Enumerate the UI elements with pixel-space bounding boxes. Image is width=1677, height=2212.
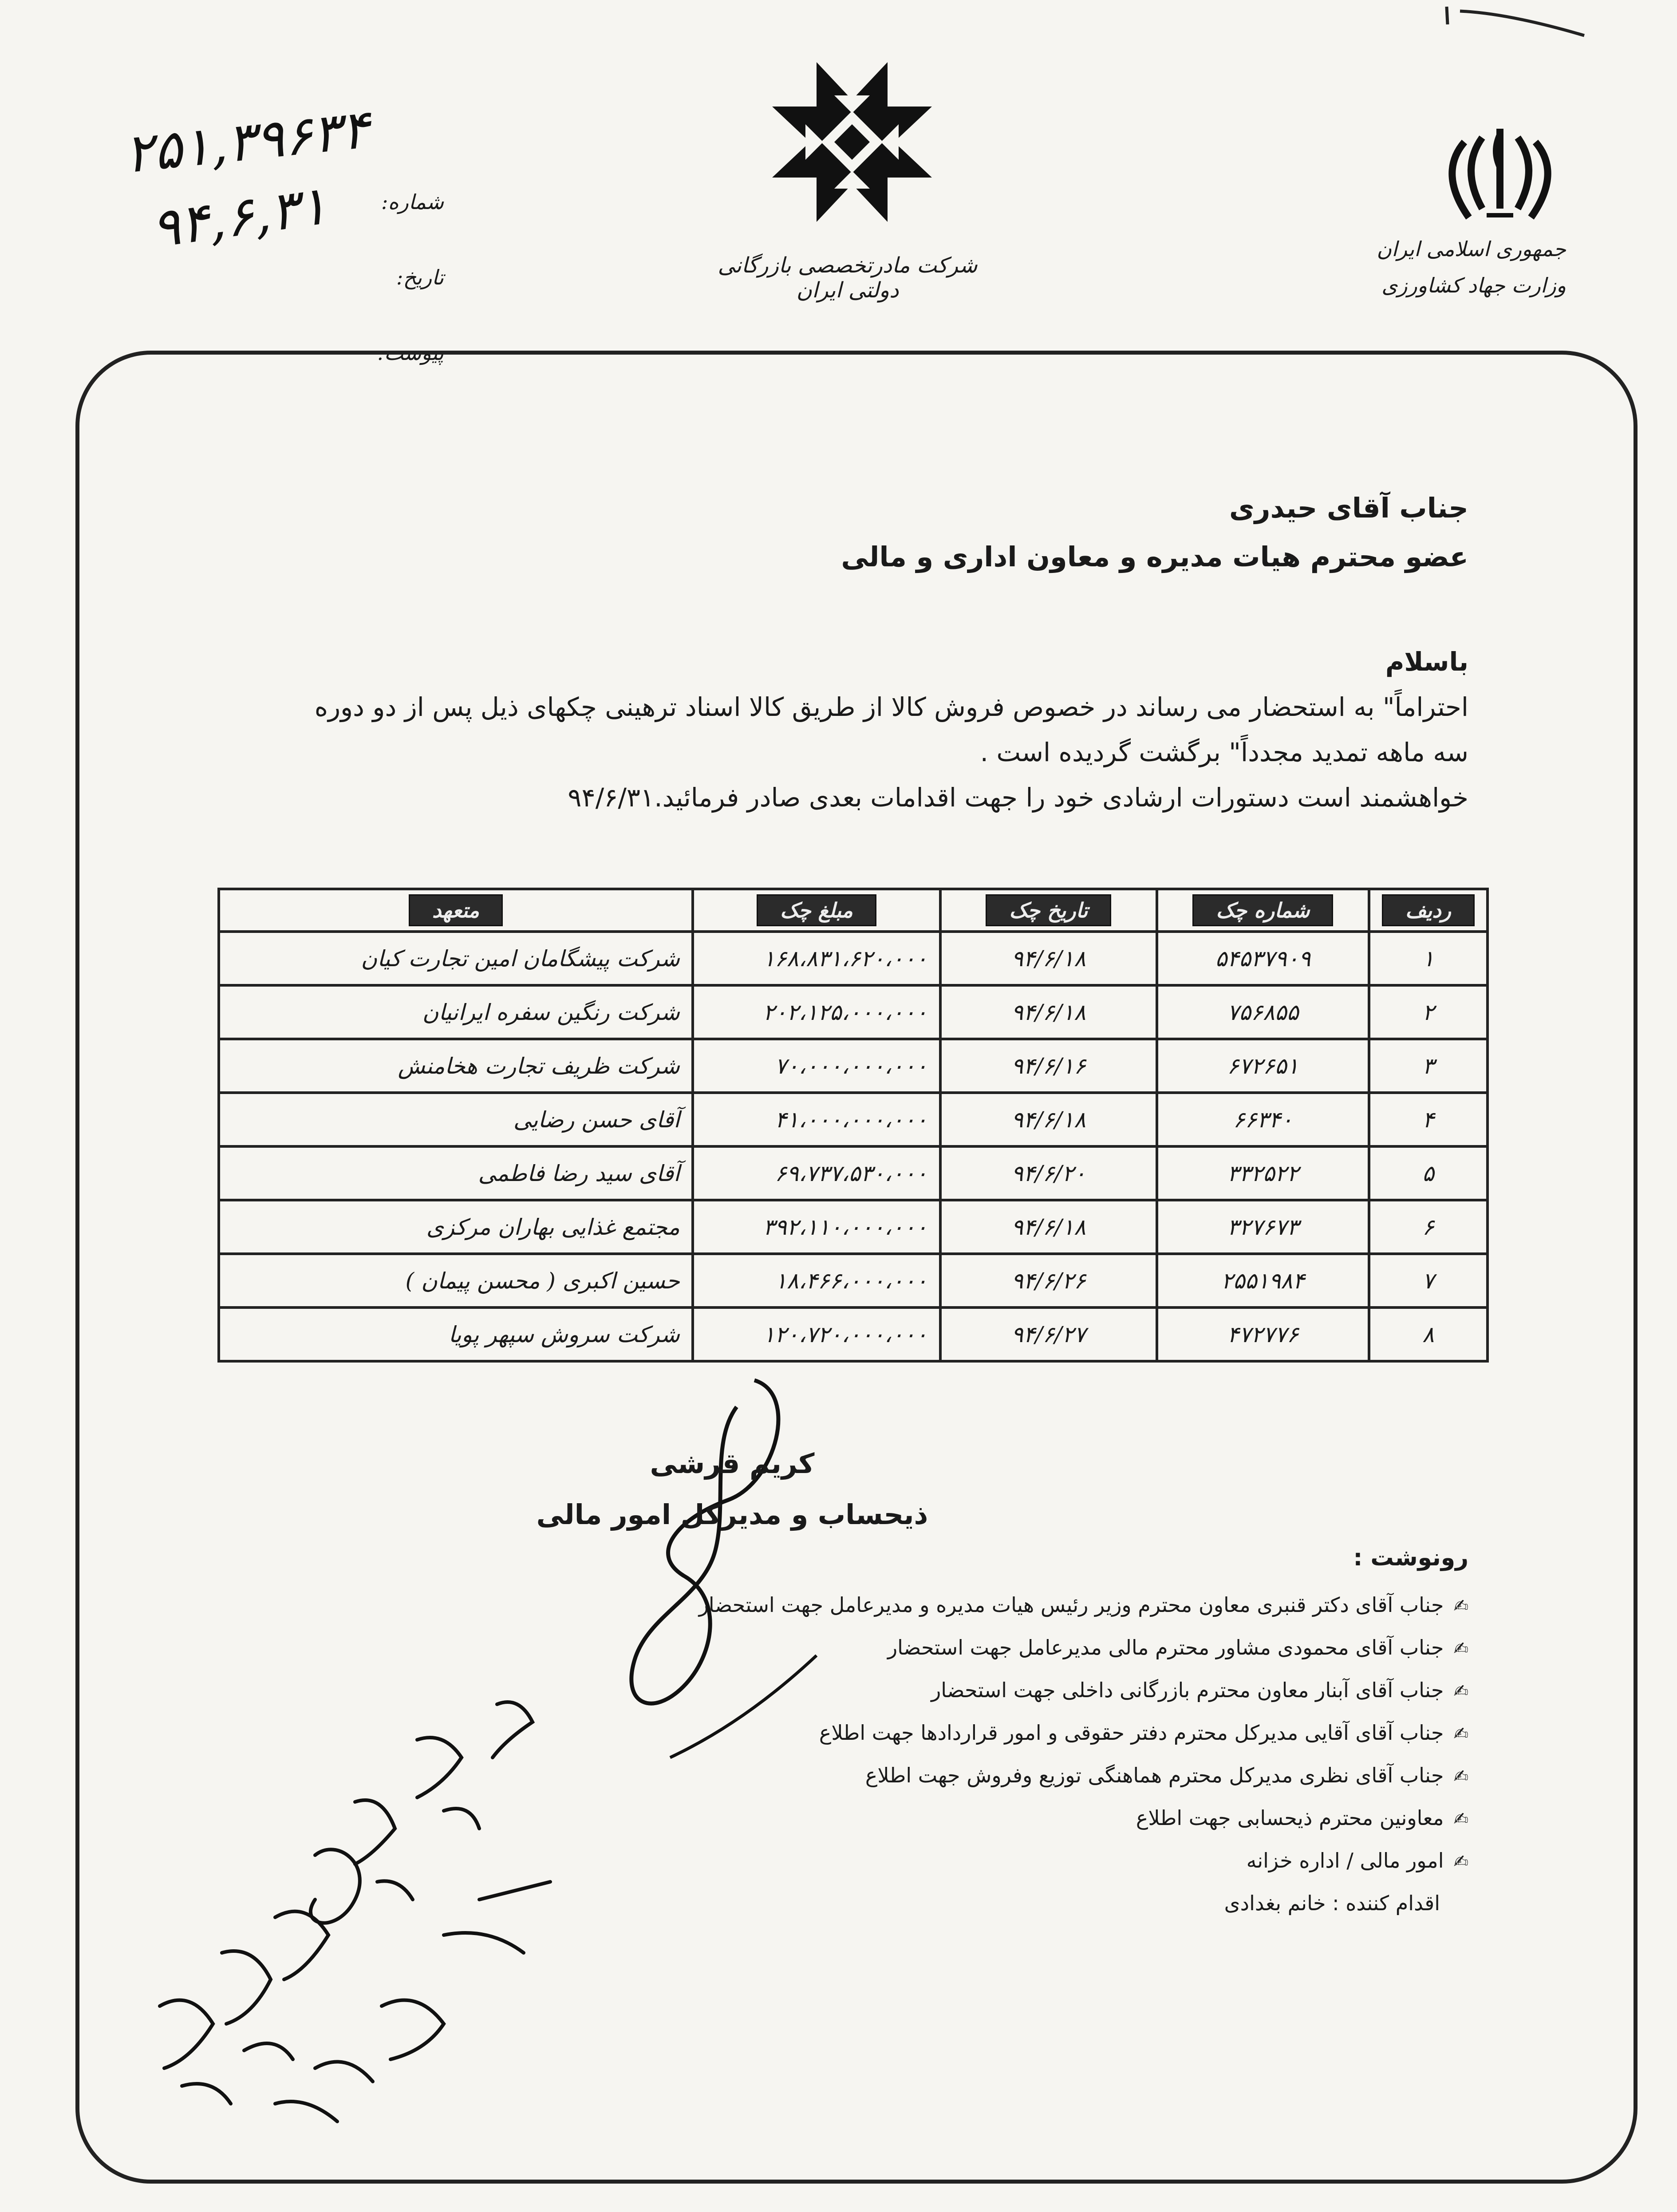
iran-emblem-icon xyxy=(1433,120,1567,235)
obligor: حسین اکبری ( محسن پیمان ) xyxy=(219,1254,693,1307)
handwritten-number: ۲۵۱,۳۹۶۳۴ xyxy=(122,98,373,186)
emblem-line-1: جمهوری اسلامی ایران xyxy=(1377,237,1566,261)
check-date: ۹۴/۶/۲۰ xyxy=(940,1146,1157,1200)
check-date: ۹۴/۶/۱۶ xyxy=(940,1039,1157,1093)
header-obligor: متعهد xyxy=(219,889,693,932)
obligor: آقای حسن رضایی xyxy=(219,1093,693,1146)
addressee-name: جناب آقای حیدری xyxy=(1229,492,1468,524)
corner-scribble xyxy=(1420,4,1589,40)
action-by: اقدام کننده : خانم بغدادی xyxy=(1224,1891,1440,1915)
pencil-mark-icon: ✍ xyxy=(1453,1766,1468,1787)
row-index: ۲ xyxy=(1369,985,1488,1039)
check-amount: ۴۱،۰۰۰،۰۰۰،۰۰۰ xyxy=(693,1093,940,1146)
check-amount: ۲۰۲،۱۲۵،۰۰۰،۰۰۰ xyxy=(693,985,940,1039)
table-row xyxy=(219,932,1488,985)
letter-body xyxy=(93,639,1468,820)
table-row xyxy=(219,1146,1488,1200)
signer-block xyxy=(510,1438,954,1540)
check-number: ۴۷۲۷۷۶ xyxy=(1157,1307,1369,1361)
obligor: مجتمع غذایی بهاران مرکزی xyxy=(219,1200,693,1254)
obligor: آقای سید رضا فاطمی xyxy=(219,1146,693,1200)
table-row xyxy=(219,985,1488,1039)
check-amount: ۳۹۲،۱۱۰،۰۰۰،۰۰۰ xyxy=(693,1200,940,1254)
header-check-number: شماره چک xyxy=(1157,889,1369,932)
cc-item: ✍جناب آقای محمودی مشاور محترم مالی مدیرعامل جهت استحضار xyxy=(315,1627,1468,1670)
header-check-date: تاریخ چک xyxy=(940,889,1157,932)
addressee-title: عضو محترم هیات مدیره و معاون اداری و مالی xyxy=(841,541,1468,573)
row-index: ۶ xyxy=(1369,1200,1488,1254)
check-date: ۹۴/۶/۲۶ xyxy=(940,1254,1157,1307)
obligor: شرکت رنگین سفره ایرانیان xyxy=(219,985,693,1039)
body-paragraph-3: خواهشمند است دستورات ارشادی خود را جهت اقدامات بعدی صادر فرمائید.۹۴/۶/۳۱ xyxy=(568,782,1468,813)
table-header-row xyxy=(219,889,1488,932)
date-label: تاریخ: xyxy=(396,265,444,289)
obligor: شرکت سروش سپهر پویا xyxy=(219,1307,693,1361)
check-number: ۷۵۶۸۵۵ xyxy=(1157,985,1369,1039)
cc-item: ✍امور مالی / اداره خزانه xyxy=(315,1840,1468,1883)
attachment-label: پیوست: xyxy=(377,341,444,365)
cc-item: ✍معاونین محترم ذیحسابی جهت اطلاع xyxy=(315,1797,1468,1840)
row-index: ۳ xyxy=(1369,1039,1488,1093)
table-row xyxy=(219,1093,1488,1146)
row-index: ۵ xyxy=(1369,1146,1488,1200)
check-date: ۹۴/۶/۲۷ xyxy=(940,1307,1157,1361)
addressee xyxy=(841,484,1468,581)
row-index: ۸ xyxy=(1369,1307,1488,1361)
row-index: ۷ xyxy=(1369,1254,1488,1307)
check-amount: ۱۸،۴۶۶،۰۰۰،۰۰۰ xyxy=(693,1254,940,1307)
star-logo-icon xyxy=(768,58,936,226)
check-date: ۹۴/۶/۱۸ xyxy=(940,985,1157,1039)
cc-title: رونوشت : xyxy=(1353,1544,1468,1571)
check-number: ۶۶۳۴۰ xyxy=(1157,1093,1369,1146)
check-number: ۶۷۲۶۵۱ xyxy=(1157,1039,1369,1093)
checks-table xyxy=(217,888,1489,1363)
handwritten-annotation xyxy=(107,1669,728,2148)
check-amount: ۱۲۰،۷۲۰،۰۰۰،۰۰۰ xyxy=(693,1307,940,1361)
check-amount: ۱۶۸،۸۳۱،۶۲۰،۰۰۰ xyxy=(693,932,940,985)
signer-name: کریم قرشی xyxy=(650,1447,815,1480)
pencil-mark-icon: ✍ xyxy=(1453,1852,1468,1872)
check-date: ۹۴/۶/۱۸ xyxy=(940,932,1157,985)
row-index: ۴ xyxy=(1369,1093,1488,1146)
pencil-mark-icon: ✍ xyxy=(1453,1681,1468,1702)
cc-item: ✍جناب آقای دکتر قنبری معاون محترم وزیر رئیس هیات مدیره و مدیرعامل جهت استحضار xyxy=(315,1584,1468,1627)
check-date: ۹۴/۶/۱۸ xyxy=(940,1093,1157,1146)
check-number: ۳۳۲۵۲۲ xyxy=(1157,1146,1369,1200)
cc-item: ✍جناب آقای نظری مدیرکل محترم هماهنگی توزیع وفروش جهت اطلاع xyxy=(315,1755,1468,1797)
table-row xyxy=(219,1254,1488,1307)
pencil-mark-icon: ✍ xyxy=(1453,1809,1468,1829)
check-amount: ۷۰،۰۰۰،۰۰۰،۰۰۰ xyxy=(693,1039,940,1093)
table-row xyxy=(219,1200,1488,1254)
check-number: ۳۲۷۶۷۳ xyxy=(1157,1200,1369,1254)
table-row xyxy=(219,1307,1488,1361)
obligor: شرکت ظریف تجارت هخامنش xyxy=(219,1039,693,1093)
signer-title: ذیحساب و مدیرکل امور مالی xyxy=(536,1498,928,1531)
body-paragraph-1: احتراماً" به استحضار می رساند در خصوص فروش کالا از طریق کالا اسناد ترهینی چکهای ذیل پس از دو دوره xyxy=(314,692,1468,722)
pencil-mark-icon: ✍ xyxy=(1453,1639,1468,1659)
pencil-mark-icon: ✍ xyxy=(1453,1596,1468,1616)
table-row xyxy=(219,1039,1488,1093)
company-name: شرکت مادرتخصصی بازرگانی دولتی ایران xyxy=(718,253,978,303)
cc-item: ✍جناب آقای آقایی مدیرکل محترم دفتر حقوقی و امور قراردادها جهت اطلاع xyxy=(315,1712,1468,1755)
pencil-mark-icon: ✍ xyxy=(1453,1724,1468,1744)
handwritten-date: ۹۴,۶,۳۱ xyxy=(147,174,331,261)
check-number: ۵۴۵۳۷۹۰۹ xyxy=(1157,932,1369,985)
row-index: ۱ xyxy=(1369,932,1488,985)
check-number: ۲۵۵۱۹۸۴ xyxy=(1157,1254,1369,1307)
check-date: ۹۴/۶/۱۸ xyxy=(940,1200,1157,1254)
emblem-line-2: وزارت جهاد کشاورزی xyxy=(1381,273,1566,297)
emblem-caption xyxy=(1335,231,1566,304)
header-row-index: ردیف xyxy=(1369,889,1488,932)
cc-item: ✍جناب آقای آبنار معاون محترم بازرگانی داخلی جهت استحضار xyxy=(315,1670,1468,1712)
check-amount: ۶۹،۷۳۷،۵۳۰،۰۰۰ xyxy=(693,1146,940,1200)
greeting: باسلام xyxy=(1385,647,1468,677)
header-check-amount: مبلغ چک xyxy=(693,889,940,932)
body-paragraph-2: سه ماهه تمدید مجدداً" برگشت گردیده است . xyxy=(980,737,1468,767)
obligor: شرکت پیشگامان امین تجارت کیان xyxy=(219,932,693,985)
number-label: شماره: xyxy=(381,190,444,214)
